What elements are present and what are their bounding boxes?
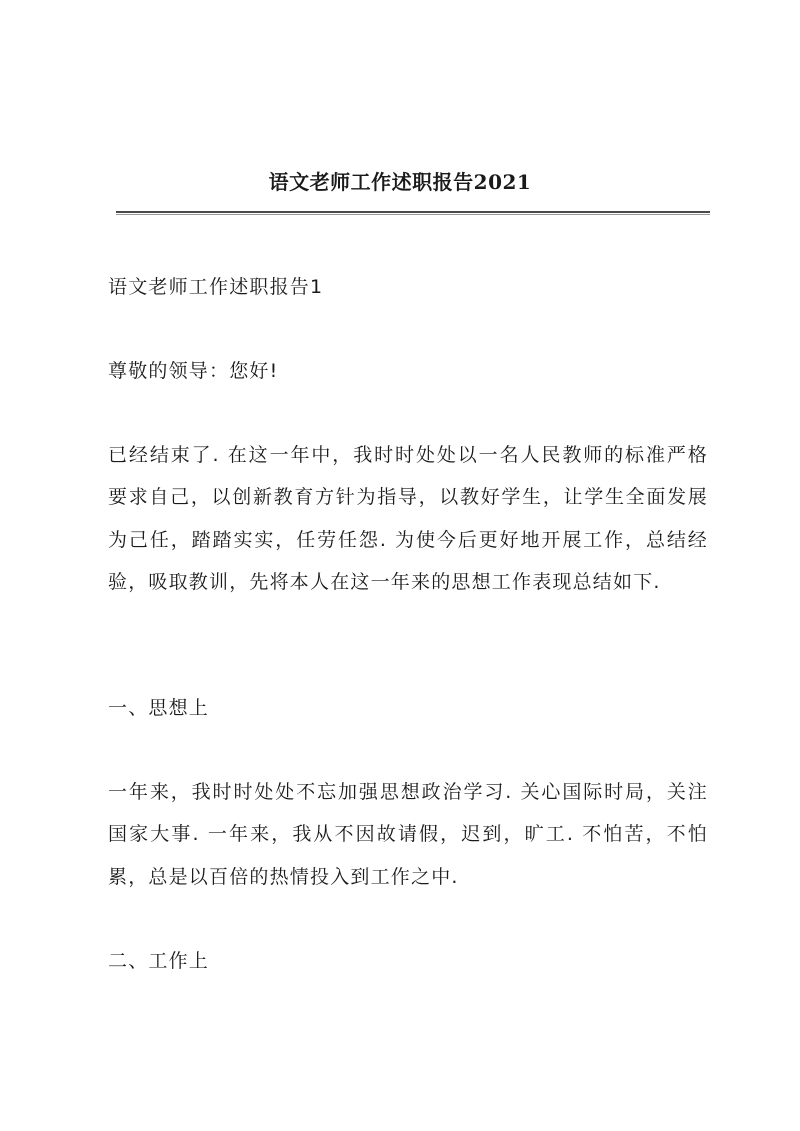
greeting: 尊敬的领导：您好! [108, 360, 279, 382]
title-divider [116, 211, 710, 215]
report-subtitle: 语文老师工作述职报告1 [108, 276, 324, 298]
paragraph-thought: 一年来，我时时处处不忘加强思想政治学习. 关心国际时局，关注国家大事. 一年来，我从不因故请假，迟到，旷工. 不怕苦，不怕累，总是以百倍的热情投入到工作之中. [108, 781, 708, 888]
section-heading-thought: 一、思想上 [108, 697, 210, 719]
document-title: 语文老师工作述职报告2021 [268, 170, 532, 194]
section-heading-work: 二、工作上 [108, 950, 210, 972]
paragraph-intro: 已经结束了. 在这一年中，我时时处处以一名人民教师的标准严格要求自己，以创新教育方针为指导，以教好学生，让学生全面发展为己任，踏踏实实，任劳任怨. 为使今后更好地开展工作，总结经验，吸取教训，先将本人在这一年来的思想工作表现总结如下. [108, 444, 708, 593]
